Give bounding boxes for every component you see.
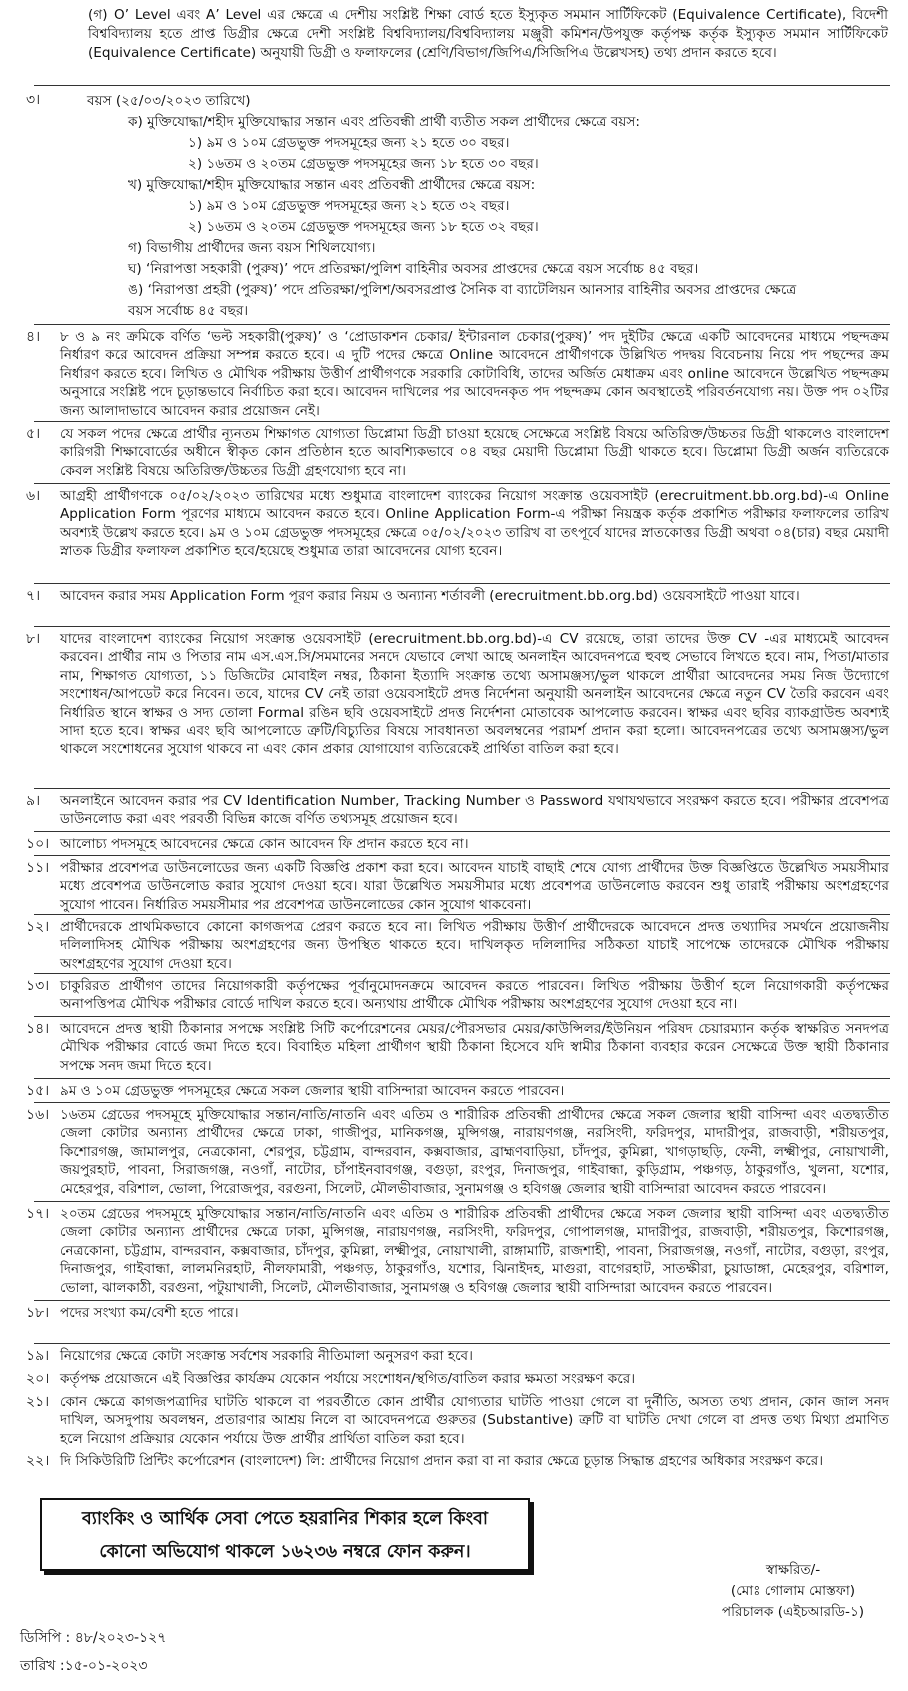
age-line: খ) মুক্তিযোদ্ধা/শহীদ মুক্তিযোদ্ধার সন্তান এবং প্রতিবন্ধী প্রার্থীদের ক্ষেত্রে বয়স: bbox=[128, 177, 536, 193]
age-line: ঘ) ‘নিরাপত্তা সহকারী (পুরুষ)’ পদে প্রতিরক্ষা/পুলিশ বাহিনীর অবসর প্রাপ্তদের ক্ষেত্রে বয়স সর্বোচ্চ ৪৫ বছর। bbox=[128, 261, 699, 277]
divider bbox=[34, 1343, 890, 1344]
divider bbox=[34, 1078, 890, 1079]
item-number: ১১। bbox=[26, 860, 50, 876]
divider bbox=[34, 855, 890, 856]
age-section bbox=[0, 91, 908, 319]
issue-date: তারিখ :১৫-০১-২০২৩ bbox=[20, 1658, 148, 1674]
divider bbox=[34, 1300, 890, 1301]
item-text: পদের সংখ্যা কম/বেশী হতে পারে। bbox=[60, 1305, 239, 1321]
item-number: ১৫। bbox=[26, 1083, 50, 1099]
item-number: ৭। bbox=[26, 588, 41, 604]
signature-signed: স্বাক্ষরিত/- bbox=[765, 1562, 821, 1578]
item-text: চাকুরিরত প্রার্থীগণ তাদের নিয়োগকারী কর্তৃপক্ষের পূর্বানুমোদনক্রমে আবেদন করতে পারবেন। লিখিত পরীক্ষায় উত্তীর্ণ হলে নিয়োগকারী কর্তৃপক্ষের অনাপত্তিপত্র মৌখিক পরীক্ষার বোর্ডে দাখিল করতে হবে। অন্যথায় প্রার্থীকে মৌখিক পরীক্ষায় অংশগ্রহণের সুযোগ দেওয়া হবে না। bbox=[60, 978, 889, 1013]
item-number: ১৩। bbox=[26, 978, 50, 994]
age-line: ক) মুক্তিযোদ্ধা/শহীদ মুক্তিযোদ্ধার সন্তান এবং প্রতিবন্ধী প্রার্থী ব্যতীত সকল প্রার্থীদের ক্ষেত্রে বয়স: bbox=[128, 114, 640, 130]
item-number: ১০। bbox=[26, 836, 50, 852]
divider bbox=[34, 788, 890, 789]
age-line: ১) ৯ম ও ১০ম গ্রেডভুক্ত পদসমূহের জন্য ২১ হতে ৩০ বছর। bbox=[188, 135, 510, 151]
item-number: ১৭। bbox=[26, 1206, 50, 1222]
item-text: যাদের বাংলাদেশ ব্যাংকের নিয়োগ সংক্রান্ত ওয়েবসাইট (erecruitment.bb.org.bd)-এ CV রয়েছে, তারা তাদের উক্ত CV -এর মাধ্যমেই আবেদন করবেন। প্রার্থীর নাম ও পিতার নাম এস.এস.সি/সমমানের সনদে যেভাবে লেখা আছে অনলাইন আবেদনপত্রে হুবহু সেভাবে লিখতে হবে। নাম, পিতা/মাতার নাম, শিক্ষাগত যোগ্যতা, ১১ ডিজিটের মোবাইল নম্বর, ঠিকানা ইত্যাদি সংক্রান্ত তথ্যে অসামঞ্জস্য/ভুল থাকলে প্রার্থীরা আবেদনের সময় নিজ উদ্যোগে সংশোধন/আপডেট করে নিবেন। তবে, যাদের CV নেই তারা ওয়েবসাইটে প্রদত্ত নির্দেশনা অনুযায়ী অনলাইন আবেদনের ক্ষেত্রে নতুন CV তৈরি করবেন এবং নির্ধারিত স্থানে স্বাক্ষর ও সদ্য তোলা Formal রঙিন ছবি ওয়েবসাইটে প্রদত্ত নির্দেশনা মোতাবেক আপলোড করবেন। স্বাক্ষর এবং ছবির ব্যাকগ্রাউন্ড অবশ্যই সাদা হতে হবে। স্বাক্ষর এবং ছবি আপলোডে ত্রুটি/বিচ্যুতির বিষয়ে সাবধানতা অবলম্বনের পরামর্শ প্রদান করা হলো। আবেদনপত্রের তথ্যে অসামঞ্জস্য/ভুল থাকলে সংশোধনের সুযোগ থাকবে না এবং কোন প্রকার যোগাযোগ ব্যতিরেকেই প্রার্থিতা বাতিল করা হবে। bbox=[60, 631, 889, 758]
item-number: ৯। bbox=[26, 793, 41, 809]
item-text: অনলাইনে আবেদন করার পর CV Identification Number, Tracking Number ও Password যথাযথভাবে সংরক্ষণ করতে হবে। পরীক্ষার প্রবেশপত্র ডাউনলোড করা এবং পরবর্তী বিভিন্ন কাজে বর্ণিত তথ্যসমূহ প্রয়োজন হবে। bbox=[60, 793, 889, 828]
age-line: বয়স সর্বোচ্চ ৪৫ বছর। bbox=[128, 303, 249, 319]
divider bbox=[34, 831, 890, 832]
prelude-text: O’ Level এবং A’ Level এর ক্ষেত্রে এ দেশীয় সংশ্লিষ্ট শিক্ষা বোর্ড হতে ইস্যুকৃত সমমান সার্টিফিকেট (Equivalence Certificate), বিদেশী বিশ্ববিদ্যালয় হতে প্রাপ্ত ডিগ্রীর ক্ষেত্রে দেশী সংশ্লিষ্ট বিশ্ববিদ্যালয়/বিশ্ববিদ্যালয় মঞ্জুরী কমিশন/উপযুক্ত কর্তৃপক্ষ কর্তৃক ইস্যুকৃত সমমান সার্টিফিকেট (Equivalence Certificate) অনুযায়ী ডিগ্রী ও ফলাফলের (শ্রেণি/বিভাগ/জিপিএ/সিজিপিএ উল্লেখসহ) তথ্য প্রদান করতে হবে। bbox=[88, 7, 888, 61]
divider bbox=[34, 973, 890, 974]
divider bbox=[34, 85, 890, 86]
item-number: ৮। bbox=[26, 631, 41, 647]
item-text: প্রার্থীদেরকে প্রাথমিকভাবে কোনো কাগজপত্র প্রেরণ করতে হবে না। লিখিত পরীক্ষায় উত্তীর্ণ প্রার্থীদেরকে আবেদনে প্রদত্ত তথ্যাদির সমর্থনে প্রয়োজনীয় দলিলাদিসহ মৌখিক পরীক্ষায় অংশগ্রহণের জন্য উপস্থিত থাকতে হবে। দাখিলকৃত দলিলাদির সঠিকতা যাচাই সাপেক্ষে তাদেরকে মৌখিক পরীক্ষায় অংশগ্রহণের সুযোগ দেওয়া হবে। bbox=[60, 919, 889, 972]
prelude-marker: (গ) bbox=[88, 7, 108, 23]
divider bbox=[34, 1102, 890, 1103]
age-line: ২) ১৬তম ও ২০তম গ্রেডভুক্ত পদসমূহের জন্য ১৮ হতে ৩০ বছর। bbox=[188, 156, 539, 172]
item-text: ১৬তম গ্রেডের পদসমূহে মুক্তিযোদ্ধার সন্তান/নাতি/নাতনি এবং এতিম ও শারীরিক প্রতিবন্ধী প্রার্থীদের ক্ষেত্রে সকল জেলার স্থায়ী বাসিন্দা এবং এতদ্ব্যতীত জেলা কোটার অন্যান্য প্রার্থীদের ক্ষেত্রে ঢাকা, গাজীপুর, মানিকগঞ্জ, মুন্সিগঞ্জ, নারায়ণগঞ্জ, নরসিংদী, ফরিদপুর, মাদারীপুর, রাজবাড়ী, শরীয়তপুর, কিশোরগঞ্জ, জামালপুর, নেত্রকোনা, শেরপুর, চট্টগ্রাম, বান্দরবান, কক্সবাজার, ব্রাহ্মণবাড়িয়া, চাঁদপুর, কুমিল্লা, খাগড়াছড়ি, ফেনী, লক্ষ্মীপুর, নোয়াখালী, জয়পুরহাট, পাবনা, সিরাজগঞ্জ, নওগাঁ, নাটোর, চাঁপাইনবাবগঞ্জ, বগুড়া, রংপুর, দিনাজপুর, গাইবান্ধা, কুড়িগ্রাম, পঞ্চগড়, ঠাকুরগাঁও, খুলনা, যশোর, মেহেরপুর, বরিশাল, ভোলা, পিরোজপুর, বরগুনা, সিলেট, মৌলভীবাজার, সুনামগঞ্জ ও হবিগঞ্জ জেলার স্থায়ী বাসিন্দারা আবেদন করতে পারবেন। bbox=[60, 1107, 889, 1197]
hotline-line: কোনো অভিযোগ থাকলে ১৬২৩৬ নম্বরে ফোন করুন। bbox=[99, 1542, 471, 1562]
item-number: ১৮। bbox=[26, 1305, 50, 1321]
age-line: গ) বিভাগীয় প্রার্থীদের জন্য বয়স শিথিলযোগ্য। bbox=[128, 240, 376, 256]
divider bbox=[34, 626, 890, 627]
item-text: দি সিকিউরিটি প্রিন্টিং কর্পোরেশন (বাংলাদেশ) লি: প্রার্থীদের নিয়োগ প্রদান করা বা না করার ক্ষেত্রে চূড়ান্ত সিদ্ধান্ত গ্রহণের অধিকার সংরক্ষণ করে। bbox=[60, 1453, 824, 1469]
item-number: ২২। bbox=[26, 1453, 50, 1469]
prelude-paragraph bbox=[88, 6, 888, 63]
age-line: ১) ৯ম ও ১০ম গ্রেডভুক্ত পদসমূহের জন্য ২১ হতে ৩২ বছর। bbox=[188, 198, 510, 214]
item-number: ২১। bbox=[26, 1394, 50, 1410]
age-heading: বয়স (২৫/০৩/২০২৩ তারিখে) bbox=[87, 93, 251, 109]
item-text: ৮ ও ৯ নং ক্রমিকে বর্ণিত ‘ভল্ট সহকারী(পুরুষ)’ ও ‘প্রোডাকশন চেকার/ ইন্টারনাল চেকার(পুরুষ)’ পদ দুইটির ক্ষেত্রে একটি আবেদনের মাধ্যমে পছন্দক্রম নির্ধারণ করে আবেদন প্রক্রিয়া সম্পন্ন করতে হবে। এ দুটি পদের ক্ষেত্রে Online আবেদনে প্রার্থীগণকে উল্লিখিত পদদ্বয় বিবেচনায় নিয়ে পদ পছন্দের ক্রম নির্ধারণ করতে হবে। লিখিত ও মৌখিক পরীক্ষায় উত্তীর্ণ প্রার্থীগণকে সরকারি কোটাবিধি, তাদের অর্জিত মেধাক্রম এবং online আবেদনে উল্লেখিত পছন্দক্রম অনুসারে সংশ্লিষ্ট পদে চূড়ান্তভাবে নির্বাচিত করা হবে। আবেদন দাখিলের পর আবেদনকৃত পদ পছন্দক্রম কোন অবস্থাতেই পরিবর্তনযোগ্য নয়। উক্ত পদ ০২টির জন্য আলাদাভাবে আবেদন করার প্রয়োজন নেই। bbox=[60, 329, 889, 419]
item-text: আগ্রহী প্রার্থীগণকে ০৫/০২/২০২৩ তারিখের মধ্যে শুধুমাত্র বাংলাদেশ ব্যাংকের নিয়োগ সংক্রান্ত ওয়েবসাইট (erecruitment.bb.org.bd)-এ Online Application Form পূরণের মাধ্যমে আবেদন করতে হবে। Online Application Form-এ পরীক্ষা নিয়ন্ত্রক কর্তৃক প্রকাশিত পরীক্ষার ফলাফলের তারিখ অবশ্যই উল্লেখ করতে হবে। ৯ম ও ১০ম গ্রেডভুক্ত পদসমূহের ক্ষেত্রে ০৫/০২/২০২৩ তারিখ বা তৎপূর্বে যাদের স্নাতকোত্তর ডিগ্রী অথবা ০৪(চার) বছর মেয়াদী স্নাতক ডিগ্রীর ফলাফল প্রকাশিত হবে/হয়েছে শুধুমাত্র তারা আবেদনের যোগ্য হবেন। bbox=[60, 488, 889, 560]
dcp-reference: ডিসিপি : ৪৮/২০২৩-১২৭ bbox=[20, 1630, 167, 1646]
signatory-title: পরিচালক (এইচআরডি-১) bbox=[721, 1604, 865, 1620]
item-number: ৪। bbox=[26, 329, 41, 345]
age-line: ২) ১৬তম ও ২০তম গ্রেডভুক্ত পদসমূহের জন্য ১৮ হতে ৩২ বছর। bbox=[188, 219, 539, 235]
divider bbox=[34, 324, 890, 325]
item-text: আবেদন করার সময় Application Form পূরণ করার নিয়ম ও অন্যান্য শর্তাবলী (erecruitment.bb.org.bd) ওয়েবসাইটে পাওয়া যাবে। bbox=[60, 588, 800, 604]
divider bbox=[34, 421, 890, 422]
item-number: ৩। bbox=[26, 92, 41, 108]
item-text: যে সকল পদের ক্ষেত্রে প্রার্থীর ন্যূনতম শিক্ষাগত যোগ্যতা ডিপ্লোমা ডিগ্রী চাওয়া হয়েছে সেক্ষেত্রে সংশ্লিষ্ট বিষয়ে অতিরিক্ত/উচ্চতর ডিগ্রী থাকলেও বাংলাদেশ কারিগরী শিক্ষাবোর্ডের অধীনে স্বীকৃত কোন প্রতিষ্ঠান হতে আবশ্যিকভাবে ০৪ বছর মেয়াদী ডিপ্লোমা ডিগ্রী থাকতে হবে। ডিপ্লোমা ডিগ্রী অর্জন ব্যতিরেকে কেবল সংশ্লিষ্ট বিষয়ে অতিরিক্ত/উচ্চতর ডিগ্রী গ্রহণযোগ্য হবে না। bbox=[60, 426, 889, 479]
item-number: ৬। bbox=[26, 488, 41, 504]
divider bbox=[34, 483, 890, 484]
divider bbox=[34, 914, 890, 915]
item-number: ১৪। bbox=[26, 1021, 50, 1037]
item-text: ২০তম গ্রেডের পদসমূহে মুক্তিযোদ্ধার সন্তান/নাতি/নাতনি এবং এতিম ও শারীরিক প্রতিবন্ধী প্রার্থীদের ক্ষেত্রে সকল জেলার স্থায়ী বাসিন্দা এবং এতদ্ব্যতীত জেলা কোটার অন্যান্য প্রার্থীদের ক্ষেত্রে ঢাকা, মুন্সিগঞ্জ, নারায়ণগঞ্জ, নরসিংদী, ফরিদপুর, গোপালগঞ্জ, মাদারীপুর, রাজবাড়ী, শরীয়তপুর, কিশোরগঞ্জ, নেত্রকোনা, চট্টগ্রাম, বান্দরবান, কক্সবাজার, চাঁদপুর, কুমিল্লা, লক্ষ্মীপুর, নোয়াখালী, রাঙ্গামাটি, রাজশাহী, পাবনা, সিরাজগঞ্জ, নওগাঁ, নাটোর, বগুড়া, রংপুর, দিনাজপুর, গাইবান্ধা, লালমনিরহাট, নীলফামারী, পঞ্চগড়, ঠাকুরগাঁও, যশোর, ঝিনাইদহ, মাগুরা, বাগেরহাট, সাতক্ষীরা, চুয়াডাঙ্গা, মেহেরপুর, বরিশাল, ভোলা, ঝালকাঠী, বরগুনা, পটুয়াখালী, সিলেট, মৌলভীবাজার, সুনামগঞ্জ ও হবিগঞ্জ জেলার স্থায়ী বাসিন্দারা আবেদন করতে পারবেন। bbox=[60, 1206, 889, 1296]
item-text: ৯ম ও ১০ম গ্রেডভুক্ত পদসমূহের ক্ষেত্রে সকল জেলার স্থায়ী বাসিন্দারা আবেদন করতে পারবেন। bbox=[60, 1083, 565, 1099]
divider bbox=[34, 1201, 890, 1202]
signatory-name: (মোঃ গোলাম মোস্তফা) bbox=[730, 1583, 856, 1599]
item-text: আলোচ্য পদসমূহে আবেদনের ক্ষেত্রে কোন আবেদন ফি প্রদান করতে হবে না। bbox=[60, 836, 469, 852]
item-text: কোন ক্ষেত্রে কাগজপত্রাদির ঘাটতি থাকলে বা পরবর্তীতে কোন প্রার্থীর যোগ্যতার ঘাটতি পাওয়া গেলে বা দুর্নীতি, অসত্য তথ্য প্রদান, কোন জাল সনদ দাখিল, অসদুপায় অবলম্বন, প্রতারণার আশ্রয় নিলে বা আবেদনপত্রে গুরুতর (Substantive) ত্রুটি বা ঘাটতি দেখা গেলে বা প্রদত্ত তথ্য মিথ্যা প্রমাণিত হলে নিয়োগ প্রক্রিয়ার যেকোন পর্যায়ে উক্ত প্রার্থীর প্রার্থিতা বাতিল করা হবে। bbox=[60, 1394, 889, 1447]
item-text: কর্তৃপক্ষ প্রয়োজনে এই বিজ্ঞপ্তির কার্যক্রম যেকোন পর্যায়ে সংশোধন/স্থগিত/বাতিল করার ক্ষমতা সংরক্ষণ করে। bbox=[60, 1371, 636, 1387]
item-number: ১২। bbox=[26, 919, 50, 935]
divider bbox=[34, 583, 890, 584]
item-number: ২০। bbox=[26, 1371, 50, 1387]
age-line: ঙ) ‘নিরাপত্তা প্রহরী (পুরুষ)’ পদে প্রতিরক্ষা/পুলিশ/অবসরপ্রাপ্ত সৈনিক বা ব্যাটেলিয়ন আনসার বাহিনীর অবসর প্রাপ্তদের ক্ষেত্রে bbox=[128, 282, 797, 298]
hotline-line: ব্যাংকিং ও আর্থিক সেবা পেতে হয়রানির শিকার হলে কিংবা bbox=[82, 1509, 488, 1529]
signature-block bbox=[708, 1560, 878, 1623]
item-number: ১৬। bbox=[26, 1107, 50, 1123]
divider bbox=[34, 1016, 890, 1017]
item-text: আবেদনে প্রদত্ত স্থায়ী ঠিকানার সপক্ষে সংশ্লিষ্ট সিটি কর্পোরেশনের মেয়র/পৌরসভার মেয়র/কাউন্সিলর/ইউনিয়ন পরিষদ চেয়ারম্যান কর্তৃক স্বাক্ষরিত সনদপত্র মৌখিক পরীক্ষার বোর্ডে জমা দিতে হবে। বিবাহিত মহিলা প্রার্থীগণ স্থায়ী ঠিকানা হিসেবে যদি স্বামীর ঠিকানা ব্যবহার করেন সেক্ষেত্রে উক্ত স্থায়ী ঠিকানার সপক্ষে সনদ জমা দিতে হবে। bbox=[60, 1021, 889, 1074]
item-number: ১৯। bbox=[26, 1348, 50, 1364]
item-number: ৫। bbox=[26, 426, 41, 442]
hotline-notice-box bbox=[40, 1498, 530, 1571]
item-text: পরীক্ষার প্রবেশপত্র ডাউনলোডের জন্য একটি বিজ্ঞপ্তি প্রকাশ করা হবে। আবেদন যাচাই বাছাই শেষে যোগ্য প্রার্থীদের উক্ত বিজ্ঞপ্তিতে উল্লেখিত সময়সীমার মধ্যে প্রবেশপত্র ডাউনলোড করার সুযোগ দেওয়া হবে। যারা উল্লেখিত সময়সীমার মধ্যে প্রবেশপত্র ডাউনলোড করবেন শুধু তারাই পরীক্ষায় অংশগ্রহণের সুযোগ পাবেন। নির্ধারিত সময়সীমার পর প্রবেশপত্র ডাউনলোডের কোন সুযোগ থাকবেনা। bbox=[60, 860, 889, 913]
item-text: নিয়োগের ক্ষেত্রে কোটা সংক্রান্ত সর্বশেষ সরকারি নীতিমালা অনুসরণ করা হবে। bbox=[60, 1348, 473, 1364]
